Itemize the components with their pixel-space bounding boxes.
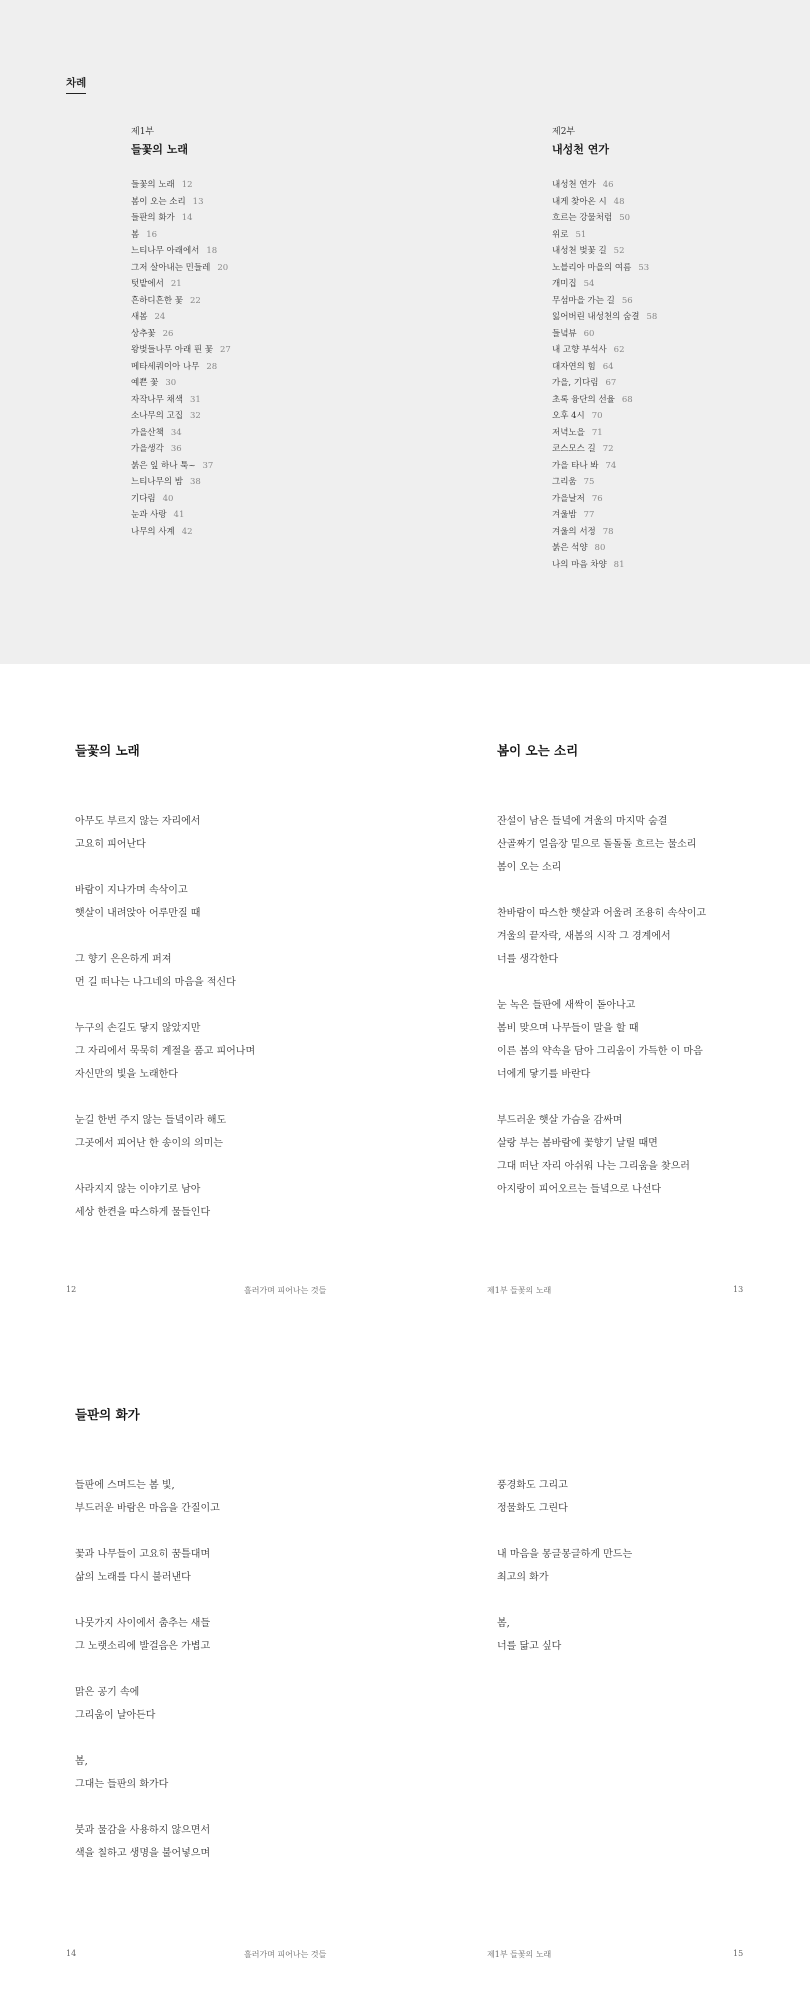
toc-entry[interactable]	[552, 441, 657, 458]
toc-entry-page: 41	[173, 510, 185, 520]
poem-body	[75, 1474, 220, 1888]
toc-entry[interactable]	[131, 276, 231, 293]
toc-entry-title: 겨울밤	[552, 510, 577, 520]
poem-line: 내 마음을 몽글몽글하게 만드는	[497, 1549, 633, 1560]
toc-entry-page: 50	[619, 213, 631, 223]
toc-entry-title: 가을생각	[131, 444, 164, 454]
running-head: 흘러가며 피어나는 것들	[244, 1950, 327, 1959]
toc-entry[interactable]	[552, 425, 657, 442]
toc-entry-page: 32	[189, 411, 201, 421]
toc-entry[interactable]	[552, 342, 657, 359]
toc-entry[interactable]	[131, 474, 231, 491]
toc-entry-title: 무섬마을 가는 길	[552, 295, 615, 306]
toc-entry[interactable]	[131, 507, 231, 524]
toc-entry-page: 22	[189, 295, 201, 306]
poem-line: 자신만의 빛을 노래한다	[75, 1069, 178, 1080]
toc-entry[interactable]	[552, 524, 657, 541]
toc-entry[interactable]	[131, 326, 231, 343]
toc-entry-page: 34	[170, 427, 182, 438]
stanza	[75, 1017, 255, 1086]
toc-entry-title: 그저 살아내는 민들레	[131, 262, 211, 273]
part-title: 들꽃의 노래	[131, 143, 188, 156]
toc-entry-title: 들판의 화가	[131, 213, 175, 223]
poem-line: 들판에 스며드는 봄 빛,	[75, 1480, 175, 1491]
toc-entry[interactable]	[131, 425, 231, 442]
toc-entry[interactable]	[552, 177, 657, 194]
toc-entry-page: 13	[192, 196, 204, 207]
poem-line: 풍경화도 그리고	[497, 1480, 568, 1491]
toc-entry-page: 60	[583, 328, 595, 339]
part-label: 제2부	[552, 127, 576, 137]
poem-line: 정물화도 그린다	[497, 1503, 568, 1514]
toc-entry-page: 40	[162, 493, 174, 504]
toc-entry-page: 54	[583, 279, 595, 289]
toc-entry[interactable]	[552, 293, 657, 310]
toc-entry[interactable]	[552, 326, 657, 343]
toc-entry-page: 81	[613, 559, 625, 570]
toc-entry-title: 봄이 오는 소리	[131, 196, 186, 207]
toc-entry-title: 노블리아 마을의 여름	[552, 262, 632, 273]
toc-entry-title: 왕벚들나무 아래 핀 꽃	[131, 345, 214, 355]
toc-entry-title: 새봄	[131, 312, 148, 322]
poem-line: 그 자리에서 묵묵히 계절을 품고 피어나며	[75, 1046, 256, 1057]
stanza	[75, 1819, 220, 1865]
poem-line: 잔설이 남은 들녘에 겨울의 마지막 숨결	[497, 816, 668, 827]
toc-entry-title: 흐르는 강물처럼	[552, 213, 613, 223]
toc-entry-page: 64	[602, 361, 614, 372]
toc-entry-title: 오후 4시	[552, 411, 585, 421]
toc-entry[interactable]	[552, 309, 657, 326]
toc-entry[interactable]	[552, 408, 657, 425]
poem-line: 봄이 오는 소리	[497, 862, 562, 873]
toc-entry-title: 기다림	[131, 493, 156, 504]
toc-entry-page: 68	[621, 394, 633, 405]
poem-line: 색을 칠하고 생명을 불어넣으며	[75, 1848, 211, 1859]
toc-entry-title: 겨울의 서정	[552, 526, 596, 537]
stanza	[497, 1109, 706, 1201]
toc-entry-page: 28	[206, 361, 218, 372]
toc-entry-title: 들녘뷰	[552, 328, 577, 339]
poem-line: 찬바람이 따스한 햇살과 어울려 조용히 속삭이고	[497, 908, 707, 919]
toc-entry-title: 예쁜 꽃	[131, 378, 159, 388]
toc-entry-title: 나의 마음 차양	[552, 559, 607, 570]
running-head: 흘러가며 피어나는 것들	[244, 1286, 327, 1295]
toc-part-1	[131, 126, 231, 540]
toc-entry-page: 74	[605, 460, 617, 471]
poem-line: 눈길 한번 주지 않는 들녘이라 해도	[75, 1115, 227, 1126]
toc-entry-title: 가을, 기다림	[552, 378, 599, 388]
toc-entry-page: 24	[154, 312, 166, 322]
toc-entry-page: 62	[613, 345, 625, 355]
stanza	[497, 810, 706, 879]
page-number: 14	[66, 1949, 77, 1958]
toc-entry[interactable]	[552, 260, 657, 277]
toc-entry-title: 저녁노을	[552, 427, 585, 438]
poem-line: 이른 봄의 약속을 담아 그리움이 가득한 이 마음	[497, 1046, 703, 1057]
toc-entry-page: 51	[575, 229, 587, 240]
poem-line: 부드러운 바람은 마음을 간질이고	[75, 1503, 220, 1514]
poem-line: 봄,	[75, 1756, 88, 1767]
toc-entry[interactable]	[552, 491, 657, 508]
stanza	[75, 810, 255, 856]
toc-entry-title: 붉은 잎 하나 툭~	[131, 460, 196, 471]
toc-entry[interactable]	[552, 458, 657, 475]
poem-line: 누구의 손길도 닿지 않았지만	[75, 1023, 201, 1034]
toc-entry-title: 개미집	[552, 279, 577, 289]
toc-entry-page: 70	[591, 411, 603, 421]
poem-line: 붓과 물감을 사용하지 않으면서	[75, 1825, 211, 1836]
poem-line: 먼 길 떠나는 나그네의 마음을 적신다	[75, 977, 236, 988]
stanza	[75, 1178, 255, 1224]
stanza	[75, 879, 255, 925]
poem-line: 그곳에서 피어난 한 송이의 의미는	[75, 1138, 223, 1149]
toc-entry-title: 그리움	[552, 477, 577, 487]
running-head: 제1부 들꽃의 노래	[487, 1286, 552, 1295]
poem-line: 그 향기 은은하게 퍼져	[75, 954, 172, 965]
toc-entry-title: 대자연의 힘	[552, 361, 596, 372]
poem-body	[497, 810, 706, 1224]
right-page	[405, 1328, 810, 1993]
toc-entry-page: 67	[605, 378, 617, 388]
poem-line: 바람이 지나가며 속삭이고	[75, 885, 188, 896]
toc-entry-title: 초록 융단의 선율	[552, 394, 615, 405]
toc-entry[interactable]	[131, 293, 231, 310]
toc-entry-title: 내 고향 부석사	[552, 345, 607, 355]
right-page	[405, 664, 810, 1328]
toc-entry[interactable]	[552, 359, 657, 376]
toc-entry-page: 46	[602, 180, 614, 190]
toc-entry-title: 붉은 석양	[552, 543, 588, 553]
toc-entry-page: 78	[602, 526, 614, 537]
toc-entry-page: 58	[646, 312, 658, 322]
stanza	[75, 1543, 220, 1589]
toc-entry-page: 77	[583, 510, 595, 520]
toc-entry[interactable]	[552, 507, 657, 524]
stanza	[497, 1474, 632, 1520]
poem-line: 고요히 피어난다	[75, 839, 146, 850]
page-number: 15	[733, 1949, 744, 1958]
toc-entry-page: 53	[638, 262, 650, 273]
left-page	[0, 664, 405, 1328]
toc-entry-title: 내성천 벚꽃 길	[552, 246, 607, 256]
toc-entry[interactable]	[552, 540, 657, 557]
poem-title: 들꽃의 노래	[75, 743, 140, 758]
toc-entry[interactable]	[552, 194, 657, 211]
toc-entry[interactable]	[131, 342, 231, 359]
poem-line: 햇살이 내려앉아 어루만질 때	[75, 908, 201, 919]
toc-entry-page: 27	[220, 345, 231, 355]
toc-entry-page: 76	[591, 493, 603, 504]
stanza	[75, 1474, 220, 1520]
poem-line: 그대는 들판의 화가다	[75, 1779, 169, 1790]
poem-body	[497, 1474, 632, 1681]
toc-entry[interactable]	[552, 276, 657, 293]
poem-line: 맑은 공기 속에	[75, 1687, 140, 1698]
toc-entry[interactable]	[131, 210, 231, 227]
toc-entry-title: 잃어버린 내성천의 숨결	[552, 312, 640, 322]
toc-entry-page: 12	[181, 180, 193, 190]
running-head: 제1부 들꽃의 노래	[487, 1950, 552, 1959]
poem-line: 그 노랫소리에 발걸음은 가볍고	[75, 1641, 211, 1652]
toc-entry[interactable]	[131, 458, 231, 475]
page-number: 12	[66, 1285, 77, 1294]
toc-entry[interactable]	[131, 243, 231, 260]
stanza	[75, 1109, 255, 1155]
left-page	[0, 1328, 405, 1993]
poem-line: 아지랑이 피어오르는 들녘으로 나선다	[497, 1184, 662, 1195]
poem-line: 너를 닮고 싶다	[497, 1641, 562, 1652]
stanza	[497, 1612, 632, 1658]
poem-body	[75, 810, 255, 1247]
toc-entry[interactable]	[131, 491, 231, 508]
part-label: 제1부	[131, 127, 155, 137]
toc-entry-title: 가을산책	[131, 427, 164, 438]
poem-line: 산골짜기 얼음장 밑으로 돌돌돌 흐르는 물소리	[497, 839, 697, 850]
toc-entry-page: 18	[206, 246, 218, 256]
poem-line: 그리움이 날아든다	[75, 1710, 156, 1721]
poem-line: 세상 한켠을 따스하게 물들인다	[75, 1207, 211, 1218]
toc-list	[552, 177, 657, 573]
toc-entry-page: 21	[170, 279, 182, 289]
poem-line: 겨울의 끝자락, 새봄의 시작 그 경계에서	[497, 931, 671, 942]
toc-part-2	[552, 126, 657, 573]
toc-entry-page: 80	[594, 543, 606, 553]
stanza	[497, 902, 706, 971]
toc-entry-title: 위로	[552, 229, 569, 240]
toc-entry[interactable]	[552, 210, 657, 227]
poem-title: 봄이 오는 소리	[497, 743, 579, 758]
toc-entry-title: 메타세쿼이아 나무	[131, 361, 200, 372]
toc-heading: 차례	[66, 75, 86, 94]
toc-list	[131, 177, 231, 540]
poem-line: 봄비 맞으며 나무들이 말을 할 때	[497, 1023, 639, 1034]
poem-line: 너를 생각한다	[497, 954, 559, 965]
toc-entry-page: 37	[202, 460, 214, 471]
stanza	[497, 1543, 632, 1589]
part-title: 내성천 연가	[552, 143, 609, 156]
toc-entry[interactable]	[552, 392, 657, 409]
book-spread	[0, 664, 810, 1328]
poem-line: 최고의 화가	[497, 1572, 549, 1583]
toc-entry-page: 31	[189, 394, 201, 405]
toc-entry-title: 눈과 사랑	[131, 510, 167, 520]
poem-line: 살랑 부는 봄바람에 꽃향기 날릴 때면	[497, 1138, 658, 1149]
toc-entry[interactable]	[131, 177, 231, 194]
table-of-contents	[0, 0, 810, 664]
toc-entry[interactable]	[552, 557, 657, 574]
book-spread	[0, 1328, 810, 1993]
toc-entry-page: 16	[146, 229, 158, 240]
toc-entry[interactable]	[131, 524, 231, 541]
toc-entry-title: 소나무의 고집	[131, 411, 183, 421]
toc-entry-page: 26	[162, 328, 174, 339]
toc-entry-title: 가을 타나 봐	[552, 460, 599, 471]
toc-entry[interactable]	[131, 227, 231, 244]
stanza	[75, 1612, 220, 1658]
stanza	[75, 948, 255, 994]
toc-entry-title: 자작나무 채색	[131, 394, 183, 405]
poem-line: 그대 떠난 자리 아쉬워 나는 그리움을 찾으러	[497, 1161, 690, 1172]
toc-entry[interactable]	[131, 375, 231, 392]
toc-entry-title: 코스모스 길	[552, 444, 596, 454]
toc-entry-title: 가을날저	[552, 493, 585, 504]
toc-entry-page: 56	[621, 295, 633, 306]
toc-entry-page: 71	[591, 427, 603, 438]
toc-entry-page: 42	[181, 526, 193, 537]
stanza	[497, 994, 706, 1086]
toc-entry[interactable]	[131, 309, 231, 326]
toc-entry-title: 느티나무 아래에서	[131, 246, 200, 256]
toc-entry[interactable]	[131, 194, 231, 211]
toc-entry-page: 75	[583, 477, 595, 487]
poem-line: 삶의 노래를 다시 불러낸다	[75, 1572, 191, 1583]
toc-entry-title: 흔하디흔한 꽃	[131, 295, 183, 306]
poem-line: 눈 녹은 들판에 새싹이 돋아나고	[497, 1000, 636, 1011]
toc-entry[interactable]	[131, 441, 231, 458]
poem-line: 아무도 부르지 않는 자리에서	[75, 816, 201, 827]
poem-line: 사라지지 않는 이야기로 남아	[75, 1184, 201, 1195]
toc-entry[interactable]	[552, 227, 657, 244]
toc-entry[interactable]	[131, 408, 231, 425]
poem-line: 부드러운 햇살 가슴을 감싸며	[497, 1115, 623, 1126]
toc-entry[interactable]	[131, 260, 231, 277]
toc-entry[interactable]	[552, 375, 657, 392]
toc-entry[interactable]	[131, 392, 231, 409]
poem-line: 나뭇가지 사이에서 춤추는 새들	[75, 1618, 211, 1629]
toc-entry-page: 20	[217, 262, 229, 273]
toc-entry-title: 내게 찾아온 시	[552, 196, 607, 207]
poem-title: 들판의 화가	[75, 1407, 140, 1422]
page-number: 13	[733, 1285, 744, 1294]
toc-entry[interactable]	[552, 243, 657, 260]
toc-entry-title: 봄	[131, 229, 140, 240]
poem-line: 꽃과 나무들이 고요히 꿈틀대며	[75, 1549, 211, 1560]
toc-entry-title: 내성천 연가	[552, 180, 596, 190]
toc-entry-title: 상추꽃	[131, 328, 156, 339]
toc-entry-page: 30	[165, 378, 177, 388]
stanza	[75, 1750, 220, 1796]
poem-line: 너에게 닿기를 바란다	[497, 1069, 591, 1080]
toc-entry-page: 14	[181, 213, 193, 223]
toc-entry-title: 텃밭에서	[131, 279, 164, 289]
stanza	[75, 1681, 220, 1727]
toc-entry-page: 36	[170, 444, 182, 454]
toc-entry-title: 들꽃의 노래	[131, 180, 175, 190]
toc-entry[interactable]	[552, 474, 657, 491]
toc-entry[interactable]	[131, 359, 231, 376]
toc-entry-title: 나무의 사계	[131, 526, 175, 537]
toc-entry-page: 48	[613, 196, 625, 207]
toc-entry-page: 52	[613, 246, 625, 256]
toc-entry-page: 72	[602, 444, 614, 454]
toc-entry-title: 느티나무의 밤	[131, 477, 183, 487]
poem-line: 봄,	[497, 1618, 510, 1629]
toc-entry-page: 38	[189, 477, 201, 487]
